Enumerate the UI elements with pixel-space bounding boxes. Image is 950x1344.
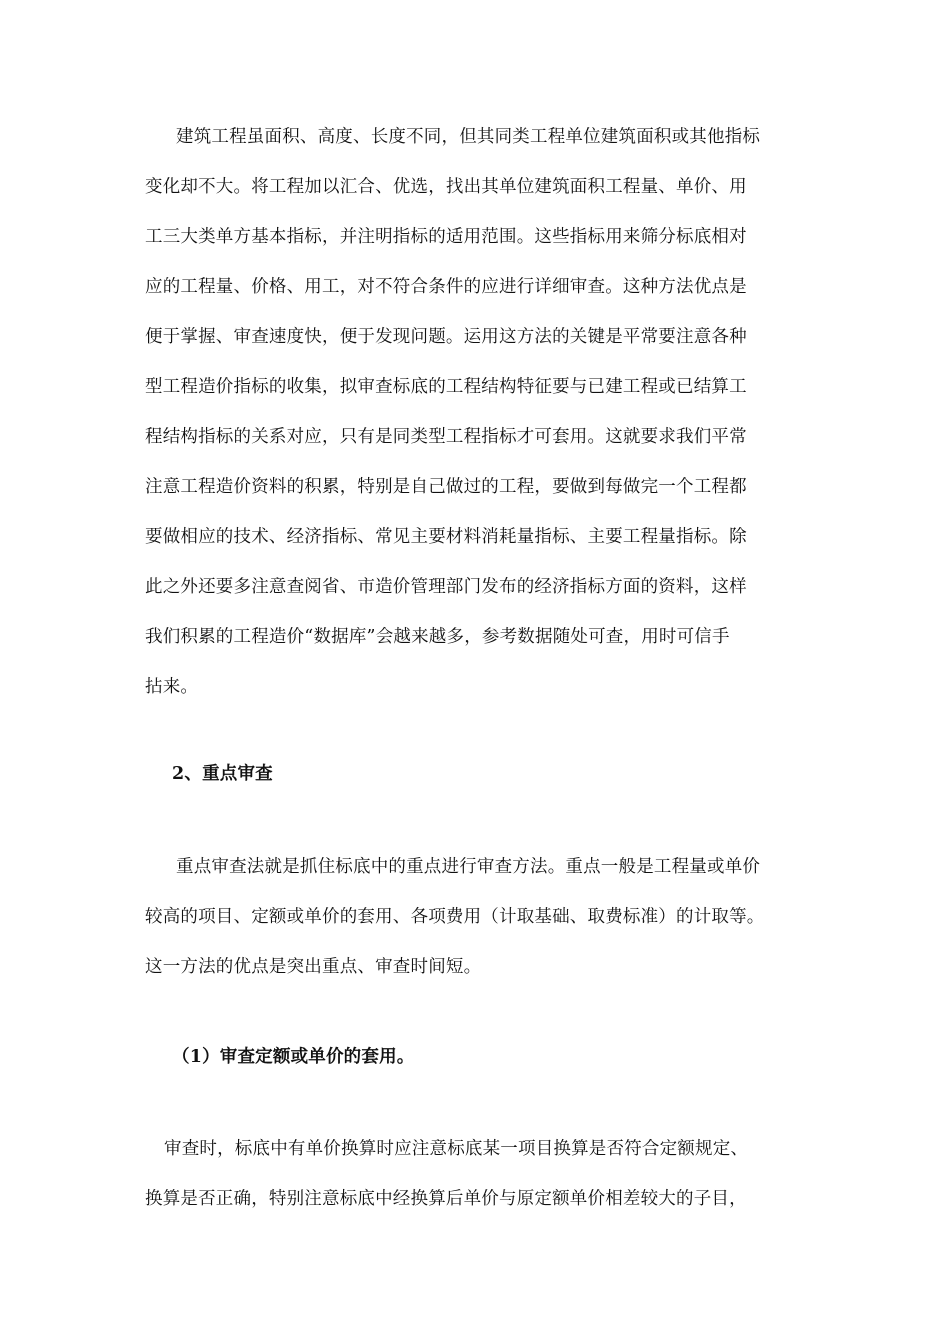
paragraph-2-line-3: 这一方法的优点是突出重点、审查时间短。 — [145, 957, 482, 977]
paragraph-1-line-2: 变化却不大。将工程加以汇合、优选，找出其单位建筑面积工程量、单价、用 — [145, 177, 747, 197]
paragraph-1-line-9: 要做相应的技术、经济指标、常见主要材料消耗量指标、主要工程量指标。除 — [145, 527, 747, 547]
paragraph-2-line-2: 较高的项目、定额或单价的套用、各项费用（计取基础、取费标准）的计取等。 — [145, 907, 765, 927]
paragraph-1-line-4: 应的工程量、价格、用工，对不符合条件的应进行详细审查。这种方法优点是 — [145, 277, 747, 297]
paragraph-1-line-12: 拈来。 — [145, 677, 199, 697]
paragraph-1-line-5: 便于掌握、审查速度快，便于发现问题。运用这方法的关键是平常要注意各种 — [145, 327, 747, 347]
paragraph-2-line-1: 重点审查法就是抓住标底中的重点进行审查方法。重点一般是工程量或单价 — [176, 857, 761, 877]
section-heading-2: 2、重点审查 — [172, 764, 273, 784]
paragraph-1-line-7: 程结构指标的关系对应，只有是同类型工程指标才可套用。这就要求我们平常 — [145, 427, 747, 447]
paragraph-3-line-2: 换算是否正确，特别注意标底中经换算后单价与原定额单价相差较大的子目， — [145, 1189, 747, 1209]
paragraph-1-line-1: 建筑工程虽面积、高度、长度不同，但其同类工程单位建筑面积或其他指标 — [176, 127, 761, 147]
paragraph-1-line-3: 工三大类单方基本指标，并注明指标的适用范围。这些指标用来筛分标底相对 — [145, 227, 747, 247]
paragraph-1-line-6: 型工程造价指标的收集，拟审查标底的工程结构特征要与已建工程或已结算工 — [145, 377, 747, 397]
paragraph-1-line-8: 注意工程造价资料的积累，特别是自己做过的工程，要做到每做完一个工程都 — [145, 477, 747, 497]
paragraph-1-line-11: 我们积累的工程造价“数据库”会越来越多，参考数据随处可查，用时可信手 — [145, 627, 730, 647]
paragraph-3-line-1: 审查时，标底中有单价换算时应注意标底某一项目换算是否符合定额规定、 — [164, 1139, 749, 1159]
paragraph-1-line-10: 此之外还要多注意查阅省、市造价管理部门发布的经济指标方面的资料，这样 — [145, 577, 747, 597]
subsection-heading-1: （1）审查定额或单价的套用。 — [172, 1047, 415, 1067]
